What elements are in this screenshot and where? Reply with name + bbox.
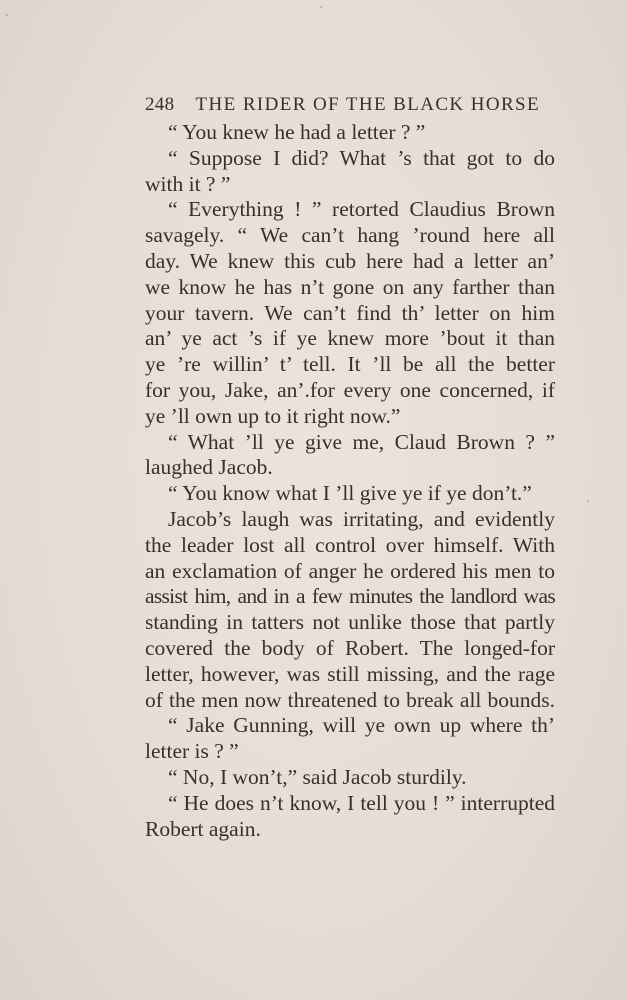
text-line: letter, however, was still missing, and the rage	[145, 661, 555, 686]
text-line: for you, Jake, an’.for every one concerned, if	[145, 377, 555, 402]
text-line: we know he has n’t gone on any farther than	[145, 274, 555, 299]
page-number: 248	[145, 94, 175, 115]
text-line: your tavern. We can’t find th’ letter on him	[145, 300, 555, 325]
text-line: standing in tatters not unlike those that partly	[145, 610, 555, 635]
text-line: laughed Jacob.	[145, 455, 273, 480]
text-line: savagely. “ We can’t hang ’round here all	[145, 223, 555, 248]
text-line: of the men now threatened to break all bounds.	[145, 687, 555, 712]
paper-speck	[587, 500, 589, 502]
text-line: ye ’re willin’ t’ tell. It ’ll be all the better	[145, 352, 555, 377]
text-line: letter is ? ”	[145, 739, 239, 764]
text-line: assist him, and in a few minutes the landlord was	[145, 584, 555, 609]
text-line: “ What ’ll ye give me, Claud Brown ? ”	[168, 429, 555, 454]
text-line: “ You knew he had a letter ? ”	[168, 120, 426, 144]
text-line: Jacob’s laugh was irritating, and evidently	[168, 506, 555, 531]
text-line: “ No, I won’t,” said Jacob sturdily.	[168, 764, 467, 789]
text-line: day. We knew this cub here had a letter an’	[145, 248, 555, 273]
body-text	[145, 120, 555, 842]
text-line: Robert again.	[145, 816, 261, 841]
text-line: “ Suppose I did? What ’s that got to do	[168, 145, 555, 170]
text-line: with it ? ”	[145, 171, 231, 196]
text-line: an’ ye act ’s if ye knew more ’bout it than	[145, 326, 555, 351]
running-head: THE RIDER OF THE BLACK HORSE	[195, 94, 540, 115]
text-line: covered the body of Robert. The longed-for	[145, 635, 555, 660]
text-line: “ Jake Gunning, will ye own up where th’	[168, 713, 555, 738]
text-line: an exclamation of anger he ordered his men to	[145, 558, 555, 583]
text-line: “ Everything ! ” retorted Claudius Brown	[168, 197, 555, 222]
text-line: the leader lost all control over himself. With	[145, 532, 555, 557]
text-line: “ He does n’t know, I tell you ! ” interrupted	[168, 790, 555, 815]
page-header	[145, 94, 540, 116]
paper-speck	[320, 6, 322, 8]
paper-speck	[6, 14, 8, 16]
text-line: ye ’ll own up to it right now.”	[145, 403, 401, 428]
text-line: “ You know what I ’ll give ye if ye don’t.”	[168, 481, 532, 506]
